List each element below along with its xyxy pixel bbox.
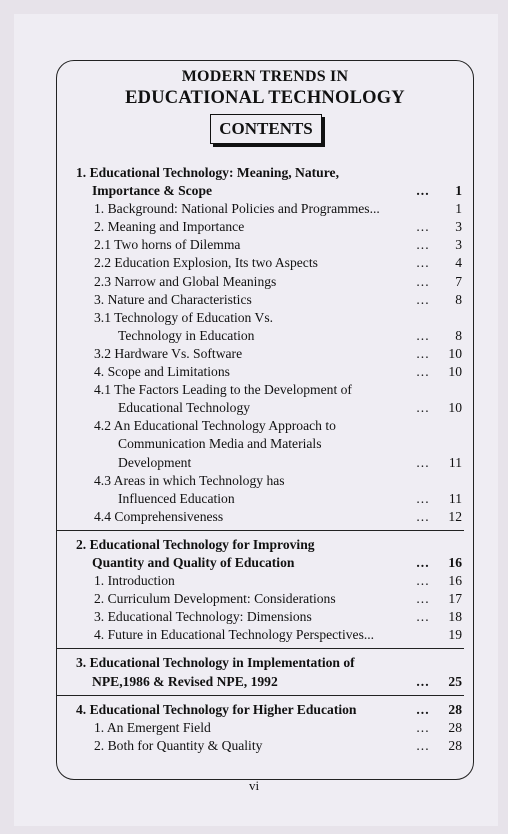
toc-page-number: 19 <box>448 627 462 643</box>
toc-entry[interactable] <box>76 654 462 672</box>
toc-page-number: 12 <box>448 508 462 524</box>
toc-leader-dots: ... <box>416 490 430 506</box>
toc-entry-title: 3.1 Technology of Education Vs. <box>94 309 274 325</box>
toc-leader-dots: ... <box>416 364 430 380</box>
toc-entry-title: Educational Technology <box>118 400 251 416</box>
toc-page-number: 10 <box>448 364 462 380</box>
book-title-line1: MODERN TRENDS IN <box>181 68 349 85</box>
toc-entry[interactable] <box>76 309 462 327</box>
toc-entry[interactable] <box>76 417 462 435</box>
toc-entry-title: 3.2 Hardware Vs. Software <box>94 345 243 361</box>
page-number-footer: vi <box>248 778 260 793</box>
toc-leader-dots: ... <box>416 673 430 689</box>
toc-entry[interactable] <box>76 254 462 272</box>
toc-entry[interactable] <box>76 164 462 182</box>
toc-entry[interactable] <box>76 590 462 608</box>
toc-page-number: 1 <box>455 201 462 217</box>
toc-entry-title: 2.3 Narrow and Global Meanings <box>94 273 277 289</box>
toc-entry-title: 4.2 An Educational Technology Approach to <box>94 418 336 434</box>
toc-entry-title: 4.4 Comprehensiveness <box>94 508 224 524</box>
toc-entry[interactable] <box>76 472 462 490</box>
toc-leader-dots: ... <box>416 291 430 307</box>
toc-entry[interactable] <box>76 363 462 381</box>
toc-entry[interactable] <box>76 435 462 453</box>
toc-leader-dots: ... <box>416 554 430 570</box>
toc-leader-dots: ... <box>416 701 430 717</box>
toc-page-number: 3 <box>455 237 462 253</box>
toc-entry[interactable] <box>76 508 462 526</box>
toc-entry-title: Quantity and Quality of Education <box>92 554 295 570</box>
toc-entry-title: 3. Nature and Characteristics <box>94 291 252 307</box>
toc-page-number: 28 <box>448 719 462 735</box>
toc-entry-title: 2.1 Two horns of Dilemma <box>94 237 241 253</box>
section-divider <box>56 530 464 531</box>
toc-entry[interactable] <box>76 673 462 691</box>
book-title-line2: EDUCATIONAL TECHNOLOGY <box>125 88 405 108</box>
toc-entry-title: 2.2 Education Explosion, Its two Aspects <box>94 255 318 271</box>
toc-page-number: 4 <box>455 255 462 271</box>
toc-entry-title: 4. Educational Technology for Higher Education <box>76 701 357 717</box>
toc-entry[interactable] <box>76 572 462 590</box>
toc-entry-title: 1. Introduction <box>94 573 175 589</box>
toc-page-number: 3 <box>455 219 462 235</box>
toc-entry-title: 4. Future in Educational Technology Perspectives... <box>94 627 375 643</box>
toc-entry-title: NPE,1986 & Revised NPE, 1992 <box>92 673 278 689</box>
toc-entry-title: 4. Scope and Limitations <box>94 364 230 380</box>
toc-leader-dots: ... <box>416 273 430 289</box>
toc-entry-title: 1. Educational Technology: Meaning, Nature, <box>76 165 339 180</box>
toc-entry-title: Importance & Scope <box>92 183 213 199</box>
toc-entry[interactable] <box>76 737 462 755</box>
toc-leader-dots: ... <box>416 591 430 607</box>
toc-entry[interactable] <box>76 236 462 254</box>
toc-page-number: 16 <box>448 554 462 570</box>
toc-entry[interactable] <box>76 701 462 719</box>
toc-entry-title: Technology in Education <box>118 327 255 343</box>
toc-entry[interactable] <box>76 608 462 626</box>
toc-entry[interactable] <box>76 291 462 309</box>
toc-entry-title: 1. Background: National Policies and Programmes... <box>94 201 380 217</box>
contents-heading: CONTENTS <box>210 114 322 144</box>
toc-leader-dots: ... <box>416 573 430 589</box>
toc-page-number: 10 <box>448 345 462 361</box>
toc-page-number: 11 <box>448 454 462 470</box>
toc-entry[interactable] <box>76 554 462 572</box>
toc-leader-dots: ... <box>416 454 430 470</box>
toc-page-number: 25 <box>448 673 462 689</box>
toc-entry-title: 2. Meaning and Importance <box>94 219 245 235</box>
toc-leader-dots: ... <box>416 737 430 753</box>
toc-entry-title: 2. Educational Technology for Improving <box>76 536 315 552</box>
toc-leader-dots: ... <box>416 719 430 735</box>
toc-entry-title: 2. Curriculum Development: Considerations <box>94 591 336 607</box>
section-divider <box>56 648 464 649</box>
toc-entry[interactable] <box>76 327 462 345</box>
toc-entry-title: 3. Educational Technology in Implementation of <box>76 655 355 671</box>
toc-page-number: 1 <box>455 183 462 199</box>
toc-entry[interactable] <box>76 345 462 363</box>
toc-entry[interactable] <box>76 399 462 417</box>
toc-leader-dots: ... <box>416 183 430 199</box>
toc-entry[interactable] <box>76 182 462 200</box>
toc-leader-dots: ... <box>416 609 430 625</box>
toc-entry-title: 4.3 Areas in which Technology has <box>94 472 285 488</box>
toc-page-number: 18 <box>448 609 462 625</box>
toc-entry-title: 3. Educational Technology: Dimensions <box>94 609 312 625</box>
toc-page-number: 10 <box>448 400 462 416</box>
toc-page-number: 16 <box>448 573 462 589</box>
toc-page-number: 7 <box>455 273 462 289</box>
toc-leader-dots: ... <box>416 237 430 253</box>
toc-entry-title: 1. An Emergent Field <box>94 719 211 735</box>
toc-page-number: 17 <box>448 591 462 607</box>
toc-entry[interactable] <box>76 273 462 291</box>
toc-entry-title: Development <box>118 454 192 470</box>
toc-page-number: 11 <box>448 490 462 506</box>
toc-entry[interactable] <box>76 454 462 472</box>
toc-entry-title: 2. Both for Quantity & Quality <box>94 737 263 753</box>
toc-page-number: 8 <box>455 291 462 307</box>
toc-leader-dots: ... <box>416 345 430 361</box>
toc-entry[interactable] <box>76 719 462 737</box>
toc-leader-dots: ... <box>416 508 430 524</box>
toc-entry[interactable] <box>76 200 462 218</box>
table-of-contents <box>76 164 462 755</box>
toc-page-number: 8 <box>455 327 462 343</box>
section-divider <box>56 695 464 696</box>
toc-page-number: 28 <box>448 737 462 753</box>
toc-leader-dots: ... <box>416 219 430 235</box>
toc-entry-title: 4.1 The Factors Leading to the Development of <box>94 382 352 398</box>
toc-entry[interactable] <box>76 490 462 508</box>
toc-page-number: 28 <box>448 701 462 717</box>
toc-entry[interactable] <box>76 381 462 399</box>
toc-entry-title: Influenced Education <box>118 490 235 506</box>
toc-leader-dots: ... <box>416 327 430 343</box>
toc-entry-title: Communication Media and Materials <box>118 436 322 452</box>
toc-entry[interactable] <box>76 626 462 644</box>
toc-leader-dots: ... <box>416 255 430 271</box>
toc-entry[interactable] <box>76 536 462 554</box>
toc-leader-dots: ... <box>416 400 430 416</box>
toc-entry[interactable] <box>76 218 462 236</box>
